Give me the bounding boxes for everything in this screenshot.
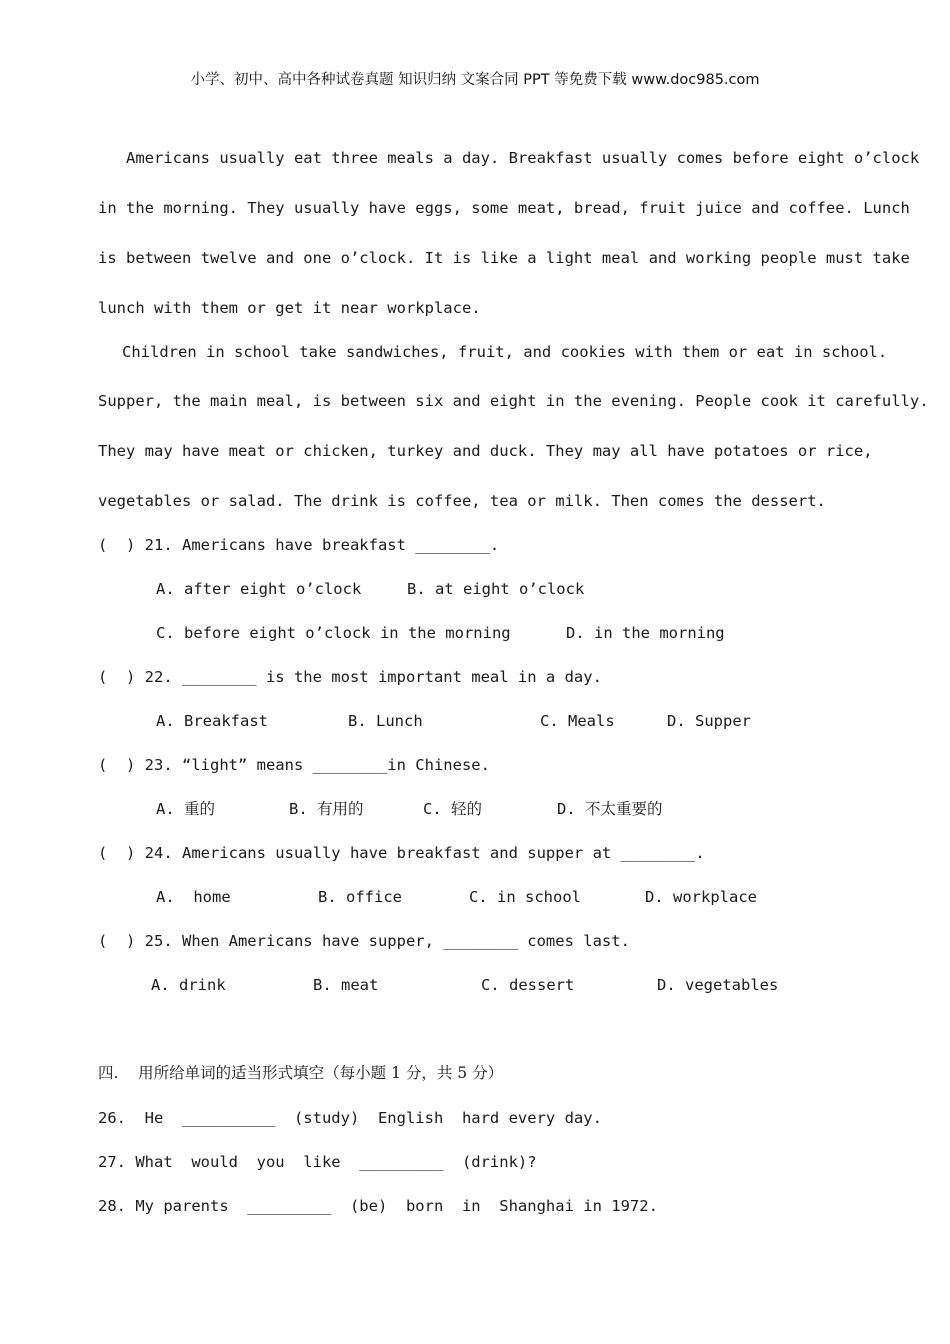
question-option: D. vegetables: [657, 976, 779, 994]
question-option: B. meat: [313, 976, 379, 994]
passage-line: Children in school take sandwiches, fruit, and cookies with them or eat in school.: [122, 343, 888, 361]
fill-blank-item-28: 28. My parents _________ (be) born in Shanghai in 1972.: [98, 1197, 658, 1215]
passage-line: Supper, the main meal, is between six and eight in the evening. People cook it carefully.: [98, 392, 929, 410]
question-option: D. Supper: [667, 712, 751, 730]
question-option: B. 有用的: [289, 800, 364, 818]
question-stem-24: ( ) 24. Americans usually have breakfast and supper at ________.: [98, 844, 705, 862]
question-stem-22: ( ) 22. ________ is the most important meal in a day.: [98, 668, 602, 686]
question-option: B. at eight o’clock: [407, 580, 585, 598]
fill-blank-item-27: 27. What would you like _________ (drink)?: [98, 1153, 537, 1171]
question-option: B. office: [318, 888, 402, 906]
question-option: A. drink: [151, 976, 226, 994]
question-option: D. 不太重要的: [557, 800, 663, 818]
passage-line: vegetables or salad. The drink is coffee, tea or milk. Then comes the dessert.: [98, 492, 826, 510]
question-option: A. after eight o’clock: [156, 580, 362, 598]
question-option: A. Breakfast: [156, 712, 268, 730]
question-option: B. Lunch: [348, 712, 423, 730]
question-option: A. home: [156, 888, 231, 906]
fill-blank-item-26: 26. He __________ (study) English hard every day.: [98, 1109, 602, 1127]
question-option: C. 轻的: [423, 800, 482, 818]
question-stem-25: ( ) 25. When Americans have supper, ________ comes last.: [98, 932, 630, 950]
question-option: C. before eight o’clock in the morning: [156, 624, 511, 642]
question-option: C. dessert: [481, 976, 575, 994]
passage-line: They may have meat or chicken, turkey and duck. They may all have potatoes or rice,: [98, 442, 873, 460]
question-option: D. in the morning: [566, 624, 725, 642]
section-heading: 四. 用所给单词的适当形式填空（每小题 1 分，共 5 分）: [98, 1064, 504, 1082]
question-option: A. 重的: [156, 800, 215, 818]
passage-line: is between twelve and one o’clock. It is like a light meal and working people must take: [98, 249, 910, 267]
question-option: C. in school: [469, 888, 581, 906]
passage-line: Americans usually eat three meals a day. Breakfast usually comes before eight o’clock: [126, 149, 920, 167]
question-stem-21: ( ) 21. Americans have breakfast ________.: [98, 536, 500, 554]
passage-line: lunch with them or get it near workplace.: [98, 299, 481, 317]
question-stem-23: ( ) 23. “light” means ________in Chinese.: [98, 756, 490, 774]
page-header-banner: 小学、初中、高中各种试卷真题 知识归纳 文案合同 PPT 等免费下载 www.doc985.com: [190, 72, 760, 88]
question-option: C. Meals: [540, 712, 615, 730]
passage-line: in the morning. They usually have eggs, some meat, bread, fruit juice and coffee. Lunch: [98, 199, 910, 217]
question-option: D. workplace: [645, 888, 757, 906]
